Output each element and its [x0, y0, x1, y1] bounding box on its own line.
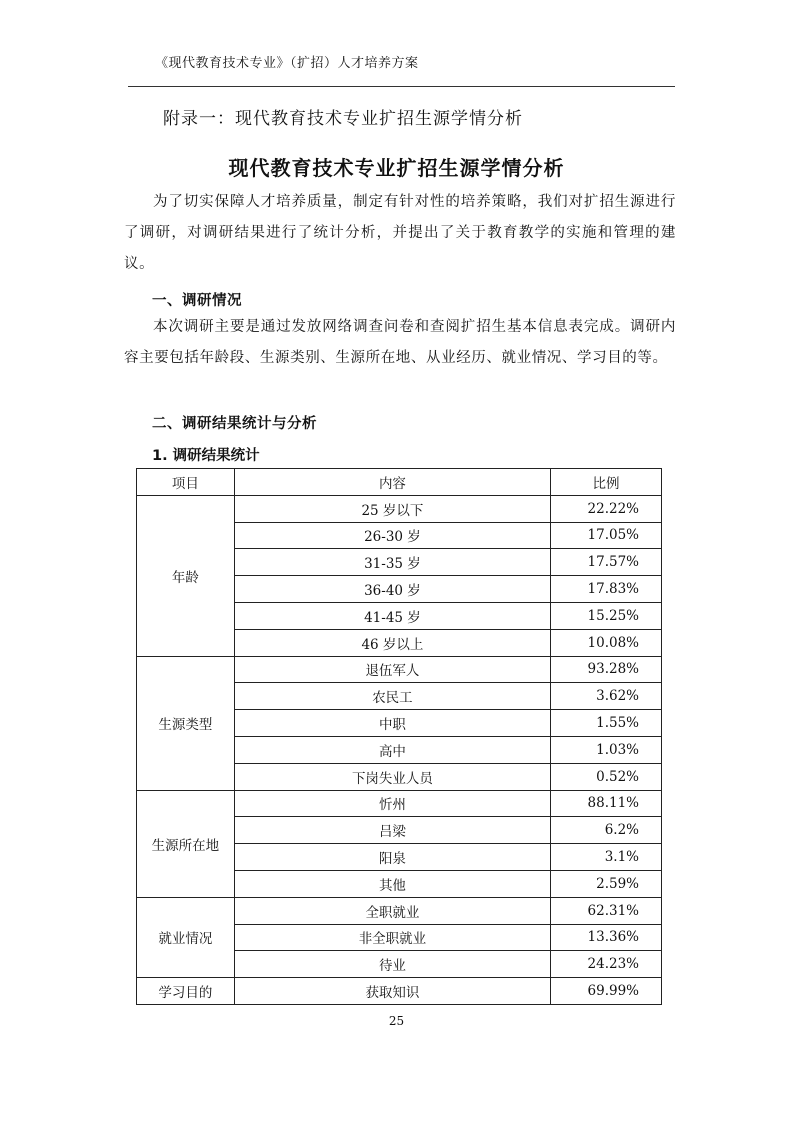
appendix-title: 附录一：现代教育技术专业扩招生源学情分析	[163, 109, 523, 129]
content-cell: 25 岁以下	[234, 495, 550, 522]
category-cell: 生源类型	[137, 656, 235, 790]
header-content: 内容	[234, 469, 550, 496]
section-heading-results: 二、调研结果统计与分析	[152, 416, 317, 432]
header-ratio: 比例	[551, 469, 662, 496]
page-number: 25	[388, 1014, 405, 1028]
survey-paragraph: 本次调研主要是通过发放网络调查问卷和查阅扩招生基本信息表完成。调研内容主要包括年龄段、生源类别、生源所在地、从业经历、就业情况、学习目的等。	[124, 319, 676, 366]
content-cell: 高中	[234, 736, 550, 763]
content-cell: 农民工	[234, 683, 550, 710]
ratio-cell: 15.25%	[551, 602, 662, 629]
content-cell: 阳泉	[234, 844, 550, 871]
table-row	[137, 897, 662, 924]
content-cell: 非全职就业	[234, 924, 550, 951]
running-header: 《现代教育技术专业》（扩招）人才培养方案	[155, 56, 419, 71]
ratio-cell: 0.52%	[551, 763, 662, 790]
intro-paragraph: 为了切实保障人才培养质量，制定有针对性的培养策略，我们对扩招生源进行了调研，对调研结果进行了统计分析，并提出了关于教育教学的实施和管理的建议。	[124, 194, 676, 272]
table-row	[137, 790, 662, 817]
ratio-cell: 6.2%	[551, 817, 662, 844]
survey-results-table	[136, 468, 662, 1005]
content-cell: 中职	[234, 710, 550, 737]
category-cell: 年龄	[137, 495, 235, 656]
subsection-heading-statistics: 1. 调研结果统计	[152, 448, 260, 464]
content-cell: 获取知识	[234, 978, 550, 1005]
content-cell: 忻州	[234, 790, 550, 817]
table-header-row	[137, 469, 662, 496]
ratio-cell: 3.62%	[551, 683, 662, 710]
content-cell: 其他	[234, 870, 550, 897]
category-cell: 就业情况	[137, 897, 235, 977]
ratio-cell: 13.36%	[551, 924, 662, 951]
content-cell: 全职就业	[234, 897, 550, 924]
ratio-cell: 93.28%	[551, 656, 662, 683]
ratio-cell: 62.31%	[551, 897, 662, 924]
table-body	[137, 495, 662, 1004]
ratio-cell: 3.1%	[551, 844, 662, 871]
header-divider	[128, 86, 675, 87]
content-cell: 吕梁	[234, 817, 550, 844]
ratio-cell: 24.23%	[551, 951, 662, 978]
ratio-cell: 69.99%	[551, 978, 662, 1005]
content-cell: 46 岁以上	[234, 629, 550, 656]
table-row	[137, 978, 662, 1005]
content-cell: 26-30 岁	[234, 522, 550, 549]
table-row	[137, 656, 662, 683]
ratio-cell: 88.11%	[551, 790, 662, 817]
ratio-cell: 17.83%	[551, 576, 662, 603]
content-cell: 待业	[234, 951, 550, 978]
ratio-cell: 1.55%	[551, 710, 662, 737]
section-heading-survey: 一、调研情况	[152, 293, 242, 309]
content-cell: 36-40 岁	[234, 576, 550, 603]
ratio-cell: 17.05%	[551, 522, 662, 549]
document-title: 现代教育技术专业扩招生源学情分析	[228, 156, 565, 180]
content-cell: 退伍军人	[234, 656, 550, 683]
content-cell: 31-35 岁	[234, 549, 550, 576]
category-cell: 学习目的	[137, 978, 235, 1005]
ratio-cell: 17.57%	[551, 549, 662, 576]
ratio-cell: 1.03%	[551, 736, 662, 763]
table-row	[137, 495, 662, 522]
ratio-cell: 10.08%	[551, 629, 662, 656]
content-cell: 41-45 岁	[234, 602, 550, 629]
ratio-cell: 2.59%	[551, 870, 662, 897]
category-cell: 生源所在地	[137, 790, 235, 897]
ratio-cell: 22.22%	[551, 495, 662, 522]
header-item: 项目	[137, 469, 235, 496]
content-cell: 下岗失业人员	[234, 763, 550, 790]
